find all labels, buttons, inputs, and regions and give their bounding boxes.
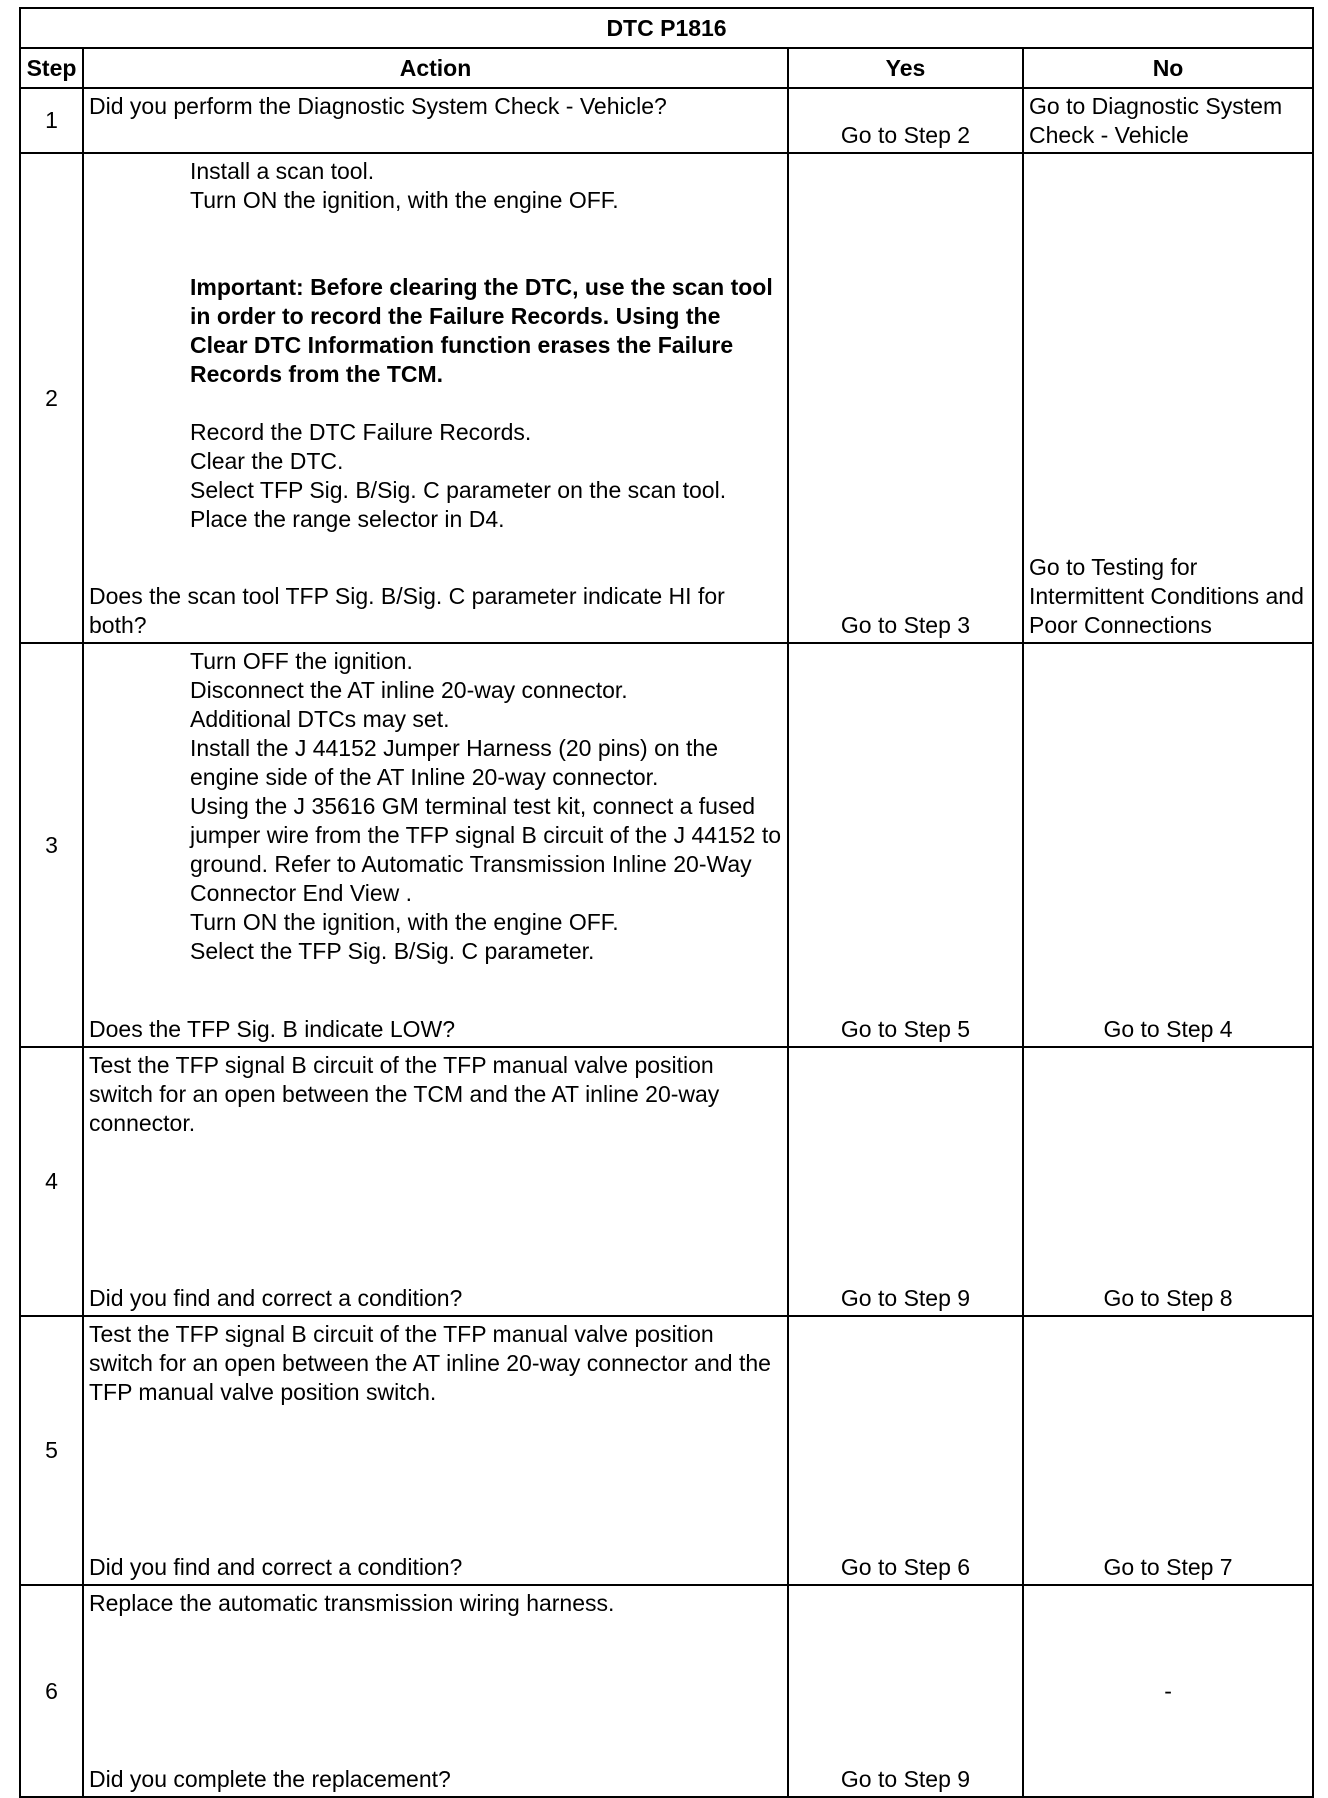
step-number: 5 — [20, 1316, 83, 1585]
no-cell: Go to Step 7 — [1023, 1316, 1313, 1585]
action-cell — [83, 1316, 788, 1585]
step-number: 2 — [20, 153, 83, 643]
yes-cell: Go to Step 2 — [788, 88, 1023, 153]
question-text: Did you perform the Diagnostic System Check - Vehicle? — [89, 93, 667, 119]
no-cell: - — [1023, 1585, 1313, 1797]
table-title: DTC P1816 — [20, 8, 1313, 48]
instruction-text: Test the TFP signal B circuit of the TFP manual valve position switch for an open between the AT inline 20-way connector and the TFP manual valve position switch. — [89, 1321, 771, 1405]
step-number: 6 — [20, 1585, 83, 1797]
step-number: 3 — [20, 643, 83, 1047]
question-text: Does the TFP Sig. B indicate LOW? — [89, 1016, 456, 1042]
action-cell — [83, 153, 788, 643]
action-cell — [83, 1047, 788, 1316]
yes-cell: Go to Step 5 — [788, 643, 1023, 1047]
table-row — [20, 153, 1313, 643]
question-text: Did you find and correct a condition? — [89, 1285, 463, 1311]
yes-cell: Go to Step 9 — [788, 1585, 1023, 1797]
instruction-text: Install a scan tool. — [190, 158, 375, 184]
yes-cell: Go to Step 6 — [788, 1316, 1023, 1585]
step-number: 4 — [20, 1047, 83, 1316]
instruction-text: Additional DTCs may set. — [190, 706, 450, 732]
action-cell — [83, 1585, 788, 1797]
instruction-text: Turn ON the ignition, with the engine OFF. — [190, 909, 619, 935]
instruction-text: Test the TFP signal B circuit of the TFP manual valve position switch for an open between the TCM and the AT inline 20-way connector. — [89, 1052, 720, 1136]
no-cell: Go to Step 8 — [1023, 1047, 1313, 1316]
instruction-text: Install the J 44152 Jumper Harness (20 pins) on the engine side of the AT Inline 20-way connector. — [190, 735, 719, 790]
action-cell — [83, 643, 788, 1047]
header-step: Step — [20, 48, 83, 88]
instruction-text: Record the DTC Failure Records. — [190, 419, 532, 445]
no-cell: Go to Testing for Intermittent Conditions and Poor Connections — [1023, 153, 1313, 643]
instruction-text: Clear the DTC. — [190, 448, 344, 474]
instruction-text: Select TFP Sig. B/Sig. C parameter on the scan tool. — [190, 477, 727, 503]
question-text: Did you find and correct a condition? — [89, 1554, 463, 1580]
table-row — [20, 1585, 1313, 1797]
no-cell: Go to Diagnostic System Check - Vehicle — [1023, 88, 1313, 153]
instruction-text: Turn ON the ignition, with the engine OFF. — [190, 187, 619, 213]
step-number: 1 — [20, 88, 83, 153]
instruction-text: Turn OFF the ignition. — [190, 648, 413, 674]
instruction-text: Disconnect the AT inline 20-way connector. — [190, 677, 628, 703]
yes-cell: Go to Step 9 — [788, 1047, 1023, 1316]
instruction-text: Place the range selector in D4. — [190, 506, 505, 532]
header-action: Action — [83, 48, 788, 88]
instruction-text: Replace the automatic transmission wiring harness. — [89, 1590, 615, 1616]
no-cell: Go to Step 4 — [1023, 643, 1313, 1047]
header-yes: Yes — [788, 48, 1023, 88]
important-note: Important: Before clearing the DTC, use the scan tool in order to record the Failure Records. Using the Clear DTC Information function erases the Failure Records from the TCM. — [190, 274, 773, 387]
table-row — [20, 1047, 1313, 1316]
header-no: No — [1023, 48, 1313, 88]
table-row — [20, 1316, 1313, 1585]
yes-cell: Go to Step 3 — [788, 153, 1023, 643]
dtc-table — [19, 7, 1314, 1798]
table-row — [20, 643, 1313, 1047]
question-text: Did you complete the replacement? — [89, 1766, 451, 1792]
instruction-text: Using the J 35616 GM terminal test kit, connect a fused jumper wire from the TFP signal B circuit of the J 44152 to ground. Refer to Automatic Transmission Inline 20-Way Connector End View . — [190, 793, 782, 906]
action-cell — [83, 88, 788, 153]
instruction-text: Select the TFP Sig. B/Sig. C parameter. — [190, 938, 595, 964]
table-row — [20, 88, 1313, 153]
question-text: Does the scan tool TFP Sig. B/Sig. C parameter indicate HI for both? — [89, 583, 725, 638]
dtc-table-frame — [19, 7, 1312, 1792]
